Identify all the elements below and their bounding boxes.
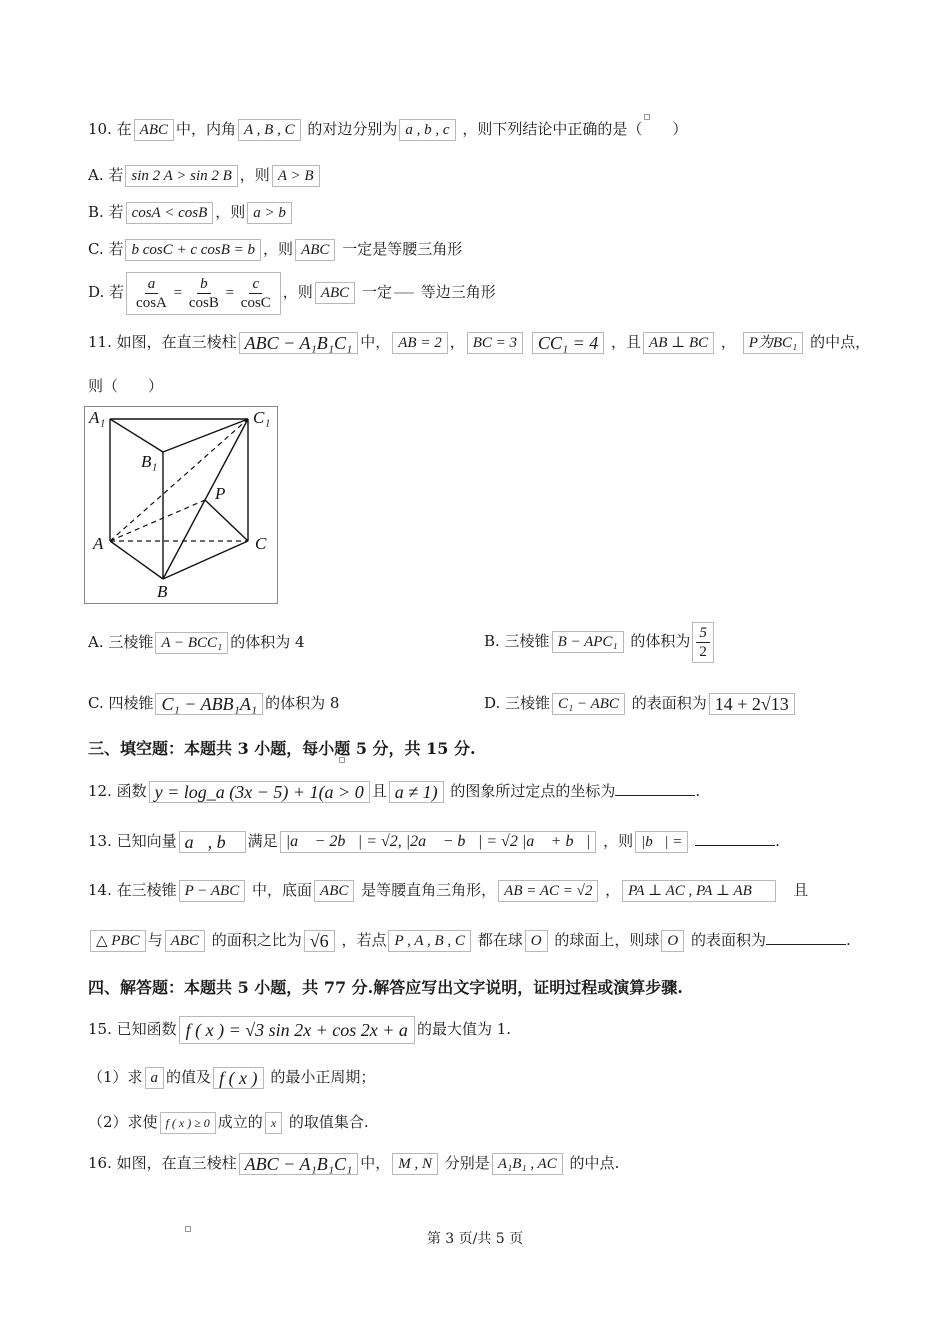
math-box: a⃗, b⃗ bbox=[179, 831, 246, 853]
math-box: ABC bbox=[295, 239, 335, 261]
math-box: √6 bbox=[304, 930, 335, 952]
q14-stem-line1: 14. 在三棱锥 P − ABC 中，底面 ABC 是等腰直角三角形， AB = AC = √2 ， PA ⊥ AC , PA ⊥ AB 且 bbox=[88, 879, 808, 902]
math-box: ABC bbox=[315, 282, 355, 304]
question-number: 13. bbox=[88, 832, 112, 850]
math-box: f ( x ) = √3 sin 2x + cos 2x + a bbox=[179, 1016, 415, 1044]
prism-diagram bbox=[85, 407, 277, 603]
q15-part1: （1）求 a 的值及 f ( x ) 的最小正周期； bbox=[88, 1068, 376, 1088]
math-box: AB = 2 bbox=[392, 332, 447, 354]
math-box bbox=[394, 292, 414, 294]
math-box: M , N bbox=[392, 1153, 438, 1175]
q12-stem: 12. 函数 y = log_a (3x − 5) + 1(a > 0 且 a ≠ 1) 的图象所过定点的坐标为 . bbox=[88, 782, 701, 802]
q10-option-a: A. 若 sin 2 A > sin 2 B ，则 A > B bbox=[88, 164, 322, 187]
q10-option-d: D. 若 $\frac{a}{\cos A}$ = $\frac{b}{\cos B}$ = $\frac{c}{\cos C}$ ，则 ABC 一定 等边三角形 bbox=[88, 267, 496, 317]
math-box: P , A , B , C bbox=[388, 930, 470, 952]
math-box: CC₁ = 4 bbox=[532, 332, 604, 354]
math-box: A₁B₁ , AC bbox=[492, 1153, 563, 1175]
math-box: AB ⊥ BC bbox=[643, 332, 714, 354]
math-box: ABC − A₁B₁C₁ bbox=[239, 332, 359, 354]
math-box: a ≠ 1) bbox=[389, 781, 444, 803]
math-box: |b⃗| = bbox=[635, 831, 688, 853]
math-box: 14 + 2√13 bbox=[709, 693, 795, 715]
label-c1: C₁ bbox=[253, 408, 271, 427]
math-box: ABC − A₁B₁C₁ bbox=[239, 1153, 359, 1175]
math-box: O bbox=[661, 930, 684, 952]
q11-option-a: A. 三棱锥 A − BCC₁ 的体积为 4 bbox=[88, 631, 305, 654]
q10-stem: 10. 在 ABC 中，内角 A , B , C 的对边分别为 a , b , c ，则下列结论中正确的是（ ） bbox=[88, 118, 687, 141]
math-box: ABC bbox=[314, 880, 354, 902]
math-box: A , B , C bbox=[238, 119, 301, 141]
q11-option-b: B. 三棱锥 B − APC₁ 的体积为 $\frac{5}{2}$ bbox=[484, 616, 716, 666]
math-box: AB = AC = √2 bbox=[498, 880, 598, 902]
question-number: 12. bbox=[88, 782, 112, 800]
marker bbox=[644, 114, 650, 120]
math-box: △ PBC bbox=[90, 930, 146, 952]
math-box: a bbox=[145, 1067, 165, 1089]
question-number: 11. bbox=[88, 333, 112, 351]
math-box: B − APC₁ bbox=[552, 631, 624, 653]
math-box: y = log_a (3x − 5) + 1(a > 0 bbox=[149, 781, 370, 803]
q13-stem: 13. 已知向量 a⃗, b⃗ 满足 |a⃗ − 2b⃗| = √2, |2a⃗ − b⃗| = √2 |a⃗ + b⃗| ，则 |b⃗| = . bbox=[88, 832, 780, 852]
math-box: PA ⊥ AC , PA ⊥ AB bbox=[622, 880, 776, 902]
q15-part2: （2）求使 f ( x ) ≥ 0 成立的 x 的取值集合. bbox=[88, 1111, 369, 1134]
math-box: f ( x ) bbox=[213, 1067, 263, 1089]
math-box: $\frac{5}{2}$ bbox=[692, 622, 714, 663]
math-box: ABC bbox=[165, 930, 205, 952]
question-number: 14. bbox=[88, 881, 112, 899]
q10-option-b: B. 若 cosA < cosB ，则 a > b bbox=[88, 201, 294, 224]
math-box: b cosC + c cosB = b bbox=[125, 239, 261, 261]
page-footer: 第 3 页/共 5 页 bbox=[426, 1231, 524, 1247]
math-box: O bbox=[525, 930, 548, 952]
label-b: B bbox=[157, 582, 168, 601]
q11-option-d: D. 三棱锥 C₁ − ABC 的表面积为 14 + 2√13 bbox=[484, 692, 797, 715]
label-p: P bbox=[215, 484, 226, 503]
math-box: a > b bbox=[247, 202, 292, 224]
prism-figure bbox=[84, 406, 278, 604]
question-number: 16. bbox=[88, 1154, 112, 1172]
q14-stem-line2: △ PBC 与 ABC 的面积之比为 √6 ，若点 P , A , B , C 都在球 O 的球面上，则球 O 的表面积为 . bbox=[88, 929, 851, 952]
answer-blank[interactable] bbox=[615, 781, 695, 796]
q10-option-c: C. 若 b cosC + c cosB = b ，则 ABC 一定是等腰三角形 bbox=[88, 238, 462, 261]
label-a: A bbox=[93, 534, 104, 553]
math-box: |a⃗ − 2b⃗| = √2, |2a⃗ − b⃗| = √2 |a⃗ + b⃗| bbox=[280, 831, 597, 853]
q11-then: 则（ ） bbox=[88, 377, 164, 395]
math-box: x bbox=[265, 1112, 282, 1134]
label-c: C bbox=[255, 534, 267, 553]
question-number: 15. bbox=[88, 1020, 112, 1038]
math-box: $\frac{a}{\cos A}$ = $\frac{b}{\cos B}$ = $\frac{c}{\cos C}$ bbox=[126, 272, 281, 315]
section-heading: 三、填空题：本题共 3 小题，每小题 5 分，共 15 分. bbox=[88, 739, 476, 758]
math-box: P为BC₁ bbox=[743, 332, 804, 354]
math-box: P − ABC bbox=[179, 880, 246, 902]
math-box: ABC bbox=[134, 119, 174, 141]
math-box: C₁ − ABC bbox=[552, 693, 625, 715]
math-box: A > B bbox=[272, 165, 320, 187]
math-box: BC = 3 bbox=[467, 332, 523, 354]
math-box: cosA < cosB bbox=[126, 202, 214, 224]
question-number: 10. bbox=[88, 120, 112, 138]
q15-stem: 15. 已知函数 f ( x ) = √3 sin 2x + cos 2x + a 的最大值为 1. bbox=[88, 1016, 511, 1044]
q11-option-c: C. 四棱锥 C₁ − ABB₁A₁ 的体积为 8 bbox=[88, 694, 340, 714]
math-box: C₁ − ABB₁A₁ bbox=[155, 693, 263, 715]
marker bbox=[339, 757, 345, 763]
q16-stem: 16. 如图，在直三棱柱 ABC − A₁B₁C₁ 中， M , N 分别是 A₁B₁ , AC 的中点. bbox=[88, 1154, 620, 1174]
answer-blank[interactable] bbox=[766, 930, 846, 945]
math-box: A − BCC₁ bbox=[155, 632, 228, 654]
math-box: f ( x ) ≥ 0 bbox=[160, 1112, 216, 1134]
q11-stem: 11. 如图，在直三棱柱 ABC − A₁B₁C₁ 中， AB = 2 ， BC = 3 CC₁ = 4 ，且 AB ⊥ BC ， P为BC₁ 的中点， bbox=[88, 333, 871, 353]
math-box: sin 2 A > sin 2 B bbox=[125, 165, 237, 187]
answer-blank[interactable] bbox=[695, 831, 775, 846]
section-heading: 四、解答题：本题共 5 小题，共 77 分.解答应写出文字说明，证明过程或演算步骤. bbox=[88, 978, 683, 997]
math-box: a , b , c bbox=[399, 119, 455, 141]
label-a1: A₁ bbox=[89, 408, 106, 427]
label-b1: B₁ bbox=[141, 452, 158, 471]
